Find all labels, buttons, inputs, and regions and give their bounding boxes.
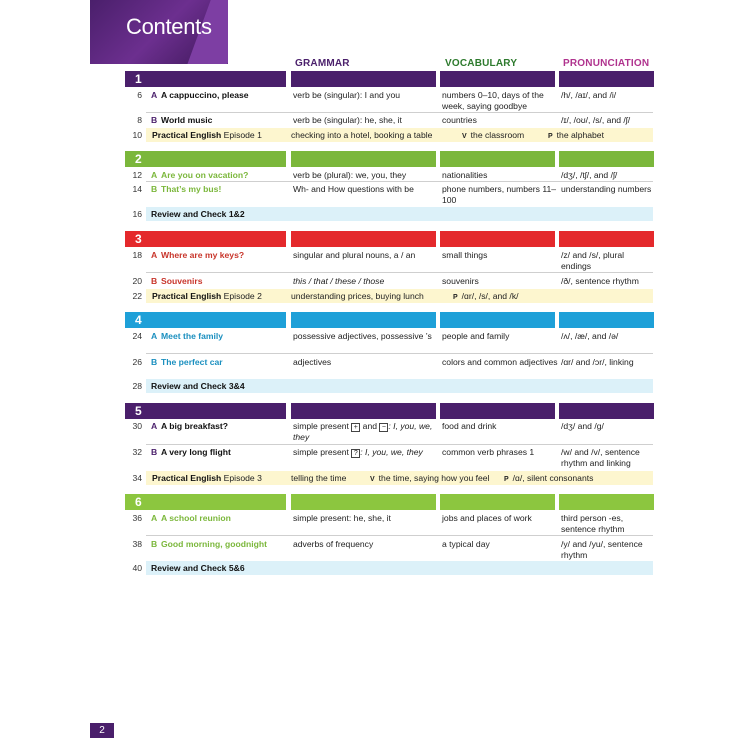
unit-1-number: 1 <box>135 72 142 86</box>
page-number: 40 <box>132 563 142 573</box>
grammar-cell: adverbs of frequency <box>293 539 374 549</box>
pron-cell: /h/, /aɪ/, and /i/ <box>561 90 617 100</box>
pron-cell: understanding numbers <box>561 184 652 194</box>
grammar-cell: simple present: he, she, it <box>293 513 391 523</box>
page-number: 18 <box>132 250 142 260</box>
grammar-cell: this / that / these / those <box>293 276 385 286</box>
unit-6-number: 6 <box>135 495 142 509</box>
pron-cell: /ɑr/ and /ɔr/, linking <box>561 357 634 367</box>
grammar-header: GRAMMAR <box>295 58 350 69</box>
pron-cell: /dʒ/, /tʃ/, and /ʃ/ <box>561 170 618 180</box>
vocabulary-header: VOCABULARY <box>445 58 518 69</box>
page-number: 36 <box>132 513 142 523</box>
grammar-cell: telling the time <box>291 473 347 483</box>
page-number: 24 <box>132 331 142 341</box>
grammar-cell: Wh- and How questions with be <box>293 184 414 194</box>
practical-english-title: Practical English Episode 1 <box>152 130 262 140</box>
unit-5-number: 5 <box>135 404 142 418</box>
pron-cell: P /ɑ/, silent consonants <box>504 473 594 483</box>
page-number: 38 <box>132 539 142 549</box>
lesson-title: A A school reunion <box>151 513 231 523</box>
pron-cell: /ɪ/, /oʊ/, /s/, and /ʃ/ <box>561 115 631 125</box>
vocab-cell: nationalities <box>442 170 488 180</box>
grammar-cell: singular and plural nouns, a / an <box>293 250 416 260</box>
pron-cell: /y/ and /yu/, sentence rhythm <box>561 539 643 560</box>
page-number: 28 <box>132 381 142 391</box>
page-number: 8 <box>137 115 142 125</box>
minus-icon: − <box>379 423 388 432</box>
page-number: 34 <box>132 473 142 483</box>
vocab-cell: countries <box>442 115 477 125</box>
lesson-title: A Meet the family <box>151 331 224 341</box>
page-number: 16 <box>132 209 142 219</box>
row-separator <box>146 181 653 182</box>
grammar-cell: possessive adjectives, possessive ’s <box>293 331 432 341</box>
pron-cell: third person -es, sentence rhythm <box>561 513 625 534</box>
vocab-cell: small things <box>442 250 488 260</box>
lesson-title: A A big breakfast? <box>151 421 229 431</box>
row-separator <box>146 535 653 536</box>
lesson-title: A Are you on vacation? <box>151 170 249 180</box>
row-separator <box>146 444 653 445</box>
pronunciation-header: PRONUNCIATION <box>563 58 650 69</box>
pron-cell: /ð/, sentence rhythm <box>561 276 639 286</box>
page-number: 22 <box>132 291 142 301</box>
vocab-cell: colors and common adjectives <box>442 357 558 367</box>
review-title: Review and Check 5&6 <box>151 563 245 573</box>
lesson-title: B A very long flight <box>151 447 231 457</box>
pron-cell: /w/ and /v/, sentence rhythm and linking <box>561 447 640 468</box>
page-number: 12 <box>132 170 142 180</box>
lesson-title: B The perfect car <box>151 357 223 367</box>
review-title: Review and Check 1&2 <box>151 209 245 219</box>
grammar-cell: verb be (singular): he, she, it <box>293 115 402 125</box>
plus-icon: + <box>351 423 360 432</box>
lesson-title: A Where are my keys? <box>151 250 245 260</box>
question-icon: ? <box>351 449 360 458</box>
vocab-cell: a typical day <box>442 539 490 549</box>
page-title: Contents <box>126 14 212 39</box>
page-number: 32 <box>132 447 142 457</box>
practical-english-title: Practical English Episode 2 <box>152 291 262 301</box>
page-number: 6 <box>137 90 142 100</box>
page-number: 20 <box>132 276 142 286</box>
vocab-cell: common verb phrases 1 <box>442 447 535 457</box>
vocab-cell: souvenirs <box>442 276 479 286</box>
vocab-cell: numbers 0–10, days of the week, saying goodbye <box>442 90 544 111</box>
grammar-cell: checking into a hotel, booking a table <box>291 130 433 140</box>
vocab-cell: people and family <box>442 331 510 341</box>
grammar-cell: understanding prices, buying lunch <box>291 291 424 301</box>
grammar-cell: verb be (singular): I and you <box>293 90 401 100</box>
pron-cell: /z/ and /s/, plural endings <box>561 250 625 271</box>
page-number-badge: 2 <box>90 723 114 738</box>
vocab-cell: jobs and places of work <box>442 513 532 523</box>
vocab-cell: V the classroom <box>462 130 525 140</box>
lesson-title: B That’s my bus! <box>151 184 222 194</box>
page-number: 14 <box>132 184 142 194</box>
lesson-title: B Good morning, goodnight <box>151 539 267 549</box>
grammar-cell: adjectives <box>293 357 332 367</box>
lesson-title: A A cappuccino, please <box>151 90 249 100</box>
row-separator <box>146 353 653 354</box>
pron-cell: P the alphabet <box>548 130 604 140</box>
unit-4-number: 4 <box>135 313 142 327</box>
grammar-cell: verb be (plural): we, you, they <box>293 170 407 180</box>
lesson-title: B Souvenirs <box>151 276 203 286</box>
row-separator <box>146 112 653 113</box>
vocab-cell: V the time, saying how you feel <box>370 473 490 483</box>
row-separator <box>146 272 653 273</box>
lesson-title: B World music <box>151 115 213 125</box>
grammar-cell: simple present ? : I, you, we, they <box>293 447 423 457</box>
page-number: 26 <box>132 357 142 367</box>
review-title: Review and Check 3&4 <box>151 381 245 391</box>
pron-cell: /dʒ/ and /g/ <box>561 421 604 431</box>
pron-cell: P /ɑr/, /s/, and /k/ <box>453 291 519 301</box>
practical-english-title: Practical English Episode 3 <box>152 473 262 483</box>
unit-2-number: 2 <box>135 152 142 166</box>
vocab-cell: food and drink <box>442 421 497 431</box>
unit-3-number: 3 <box>135 232 142 246</box>
pron-cell: /ʌ/, /æ/, and /ə/ <box>561 331 619 341</box>
page-number: 10 <box>132 130 142 140</box>
page-number: 30 <box>132 421 142 431</box>
grammar-cell: simple present + and − : I, you, we, they <box>293 421 433 442</box>
vocab-cell: phone numbers, numbers 11–100 <box>442 184 557 205</box>
